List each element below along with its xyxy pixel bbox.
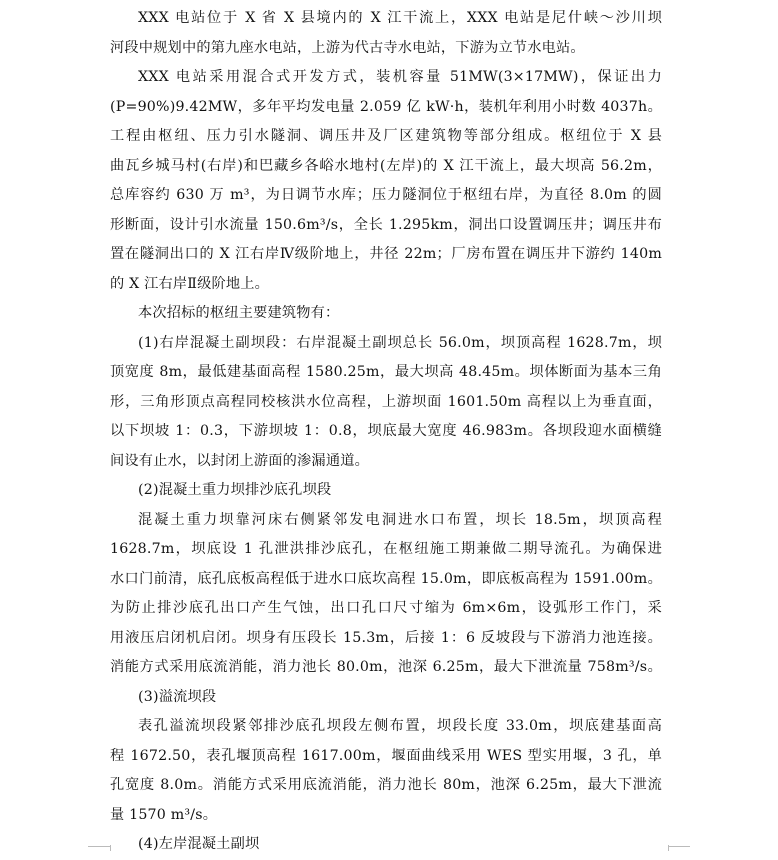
text-line: 孔宽度 8.0m。消能方式采用底流消能，消力池长 80m，池深 6.25m，最大下泄流 — [110, 777, 662, 793]
text-line: (1)右岸混凝土副坝段：右岸混凝土副坝总长 56.0m，坝顶高程 1628.7m，坝 — [138, 334, 662, 351]
text-line: 消能方式采用底流消能，消力池长 80.0m，池深 6.25m，最大下泄流量 758m³/s。 — [110, 659, 662, 675]
text-line: 程 1672.50，表孔堰顶高程 1617.00m，堰面曲线采用 WES 型实用堰，3 孔，单 — [110, 747, 662, 764]
text-line: (2)混凝土重力坝排沙底孔坝段 — [138, 482, 332, 498]
page-corner-mark-right-vertical — [668, 845, 669, 851]
text-line: 本次招标的枢纽主要建筑物有： — [138, 305, 340, 321]
text-line: 的 X 江右岸Ⅱ级阶地上。 — [110, 275, 270, 292]
text-line: 表孔溢流坝段紧邻排沙底孔坝段左侧布置，坝段长度 33.0m，坝底建基面高 — [138, 718, 662, 734]
text-line: 以下坝坡 1：0.3，下游坝坡 1：0.8，坝底最大宽度 46.983m。各坝段迎水面横缝 — [110, 423, 662, 439]
page-corner-mark-left — [88, 846, 110, 847]
text-line: (P=90%)9.42MW，多年平均发电量 2.059 亿 kW·h，装机年利用小时数 4037h。 — [110, 98, 662, 115]
text-line: 工程由枢纽、压力引水隧洞、调压井及厂区建筑物等部分组成。枢纽位于 X 县 — [110, 128, 662, 144]
text-line: 总库容约 630 万 m³，为日调节水库；压力隧洞位于枢纽右岸，为直径 8.0m 的圆 — [110, 187, 662, 203]
document-body — [110, 4, 662, 860]
text-line: 1628.7m，坝底设 1 孔泄洪排沙底孔，在枢纽施工期兼做二期导流孔。为确保进 — [110, 541, 662, 557]
text-line: 间设有止水，以封闭上游面的渗漏通道。 — [110, 452, 369, 469]
text-line: (3)溢流坝段 — [138, 688, 217, 705]
text-line: XXX 电站位于 X 省 X 县境内的 X 江干流上，XXX 电站是尼什峡～沙川坝 — [138, 10, 662, 26]
text-line: 用液压启闭机启闭。坝身有压段长 15.3m，后接 1：6 反坡段与下游消力池连接。 — [110, 629, 662, 646]
text-line: 量 1570 m³/s。 — [110, 806, 218, 823]
text-line: 为防止排沙底孔出口产生气蚀，出口孔口尺寸缩为 6m×6m，设弧形工作门，采 — [110, 600, 662, 616]
page-corner-mark-right — [668, 846, 690, 847]
text-line: 形，三角形顶点高程同校核洪水位高程，上游坝面 1601.50m 高程以上为垂直面， — [110, 393, 662, 410]
text-line: 置在隧洞出口的 X 江右岸Ⅳ级阶地上，井径 22m；厂房布置在调压井下游约 140m — [110, 246, 662, 262]
text-line: 形断面，设计引水流量 150.6m³/s，全长 1.295km，洞出口设置调压井；调压井布 — [110, 216, 662, 233]
page-corner-mark-left-vertical — [110, 845, 111, 851]
text-line: 曲瓦乡城马村(右岸)和巴藏乡各峪水地村(左岸)的 X 江干流上，最大坝高 56.2m， — [110, 157, 662, 174]
text-line: 河段中规划中的第九座水电站，上游为代古寺水电站，下游为立节水电站。 — [110, 39, 585, 56]
text-line: 顶宽度 8m，最低建基面高程 1580.25m，最大坝高 48.45m。坝体断面为基本三角 — [110, 364, 662, 380]
text-line: (4)左岸混凝土副坝 — [138, 836, 260, 852]
text-line: 水口门前清，底孔底板高程低于进水口底坎高程 15.0m，即底板高程为 1591.00m。 — [110, 570, 662, 587]
text-line: 混凝土重力坝靠河床右侧紧邻发电洞进水口布置，坝长 18.5m，坝顶高程 — [138, 511, 662, 528]
text-line: XXX 电站采用混合式开发方式，装机容量 51MW(3×17MW)，保证出力 — [138, 69, 662, 85]
